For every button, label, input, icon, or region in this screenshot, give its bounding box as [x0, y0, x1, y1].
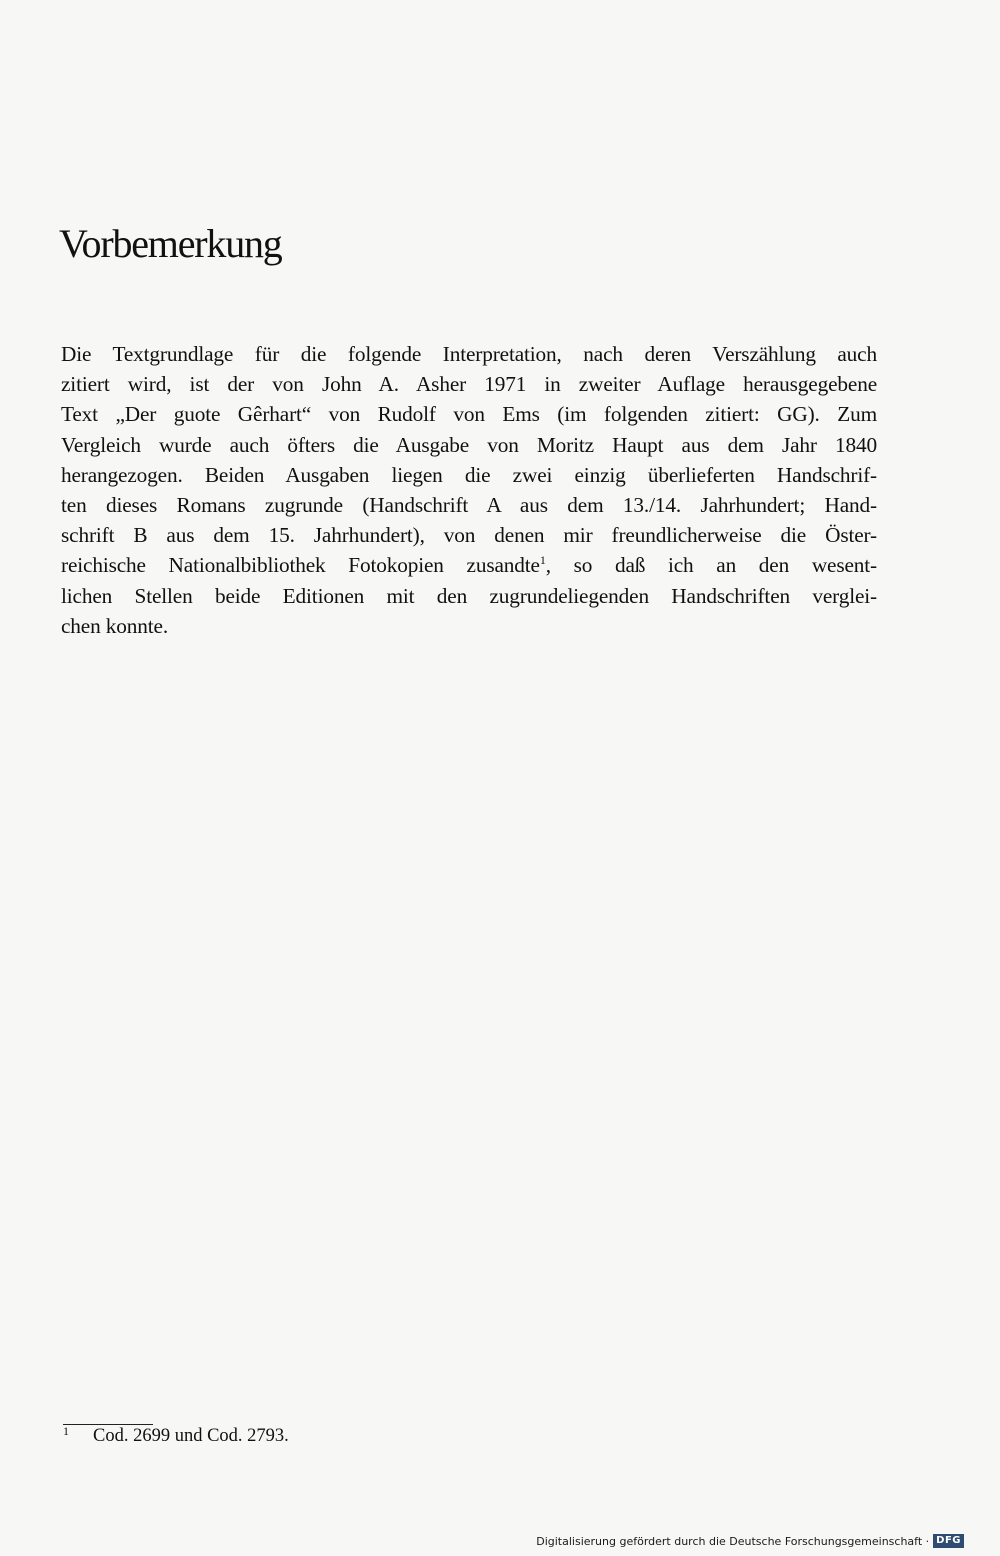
paragraph-line: lichen Stellen beide Editionen mit den zugrundeliegenden Handschriften verglei-	[61, 583, 877, 608]
footnote	[63, 1420, 289, 1447]
body-paragraph	[61, 339, 877, 641]
dfg-logo-icon: DFG	[933, 1534, 964, 1548]
paragraph-line: ten dieses Romans zugrunde (Handschrift A aus dem 13./14. Jahrhundert; Hand-	[61, 492, 877, 517]
paragraph-line: schrift B aus dem 15. Jahrhundert), von denen mir freundlicherweise die Öster-	[61, 523, 877, 548]
credit-text: Digitalisierung gefördert durch die Deutsche Forschungsgemeinschaft ·	[536, 1534, 930, 1548]
paragraph-line-last: chen konnte.	[61, 613, 169, 638]
paragraph-line: Die Textgrundlage für die folgende Interpretation, nach deren Verszählung auch	[61, 342, 877, 366]
paragraph-line: Vergleich wurde auch öfters die Ausgabe von Moritz Haupt aus dem Jahr 1840	[61, 432, 877, 457]
line-text-after-ref: , so daß ich an den wesent-	[545, 553, 877, 578]
paragraph-line: zitiert wird, ist der von John A. Asher 1971 in zweiter Auflage herausgegebene	[61, 372, 877, 397]
paragraph-line: Text „Der guote Gêrhart“ von Rudolf von Ems (im folgenden zitiert: GG). Zum	[61, 402, 877, 427]
footnote-text: Cod. 2699 und Cod. 2793.	[93, 1426, 289, 1446]
line-text-before-ref: reichische Nationalbibliothek Fotokopien zusandte	[61, 553, 540, 578]
digitization-credit	[536, 1534, 964, 1548]
footnote-reference[interactable]: 1	[539, 553, 546, 568]
footnote-number: 1	[63, 1424, 69, 1438]
paragraph-line: herangezogen. Beiden Ausgaben liegen die zwei einzig überlieferten Handschrif-	[61, 462, 877, 487]
page-heading: Vorbemerkung	[59, 221, 282, 266]
paragraph-line-with-footnote	[61, 550, 877, 580]
